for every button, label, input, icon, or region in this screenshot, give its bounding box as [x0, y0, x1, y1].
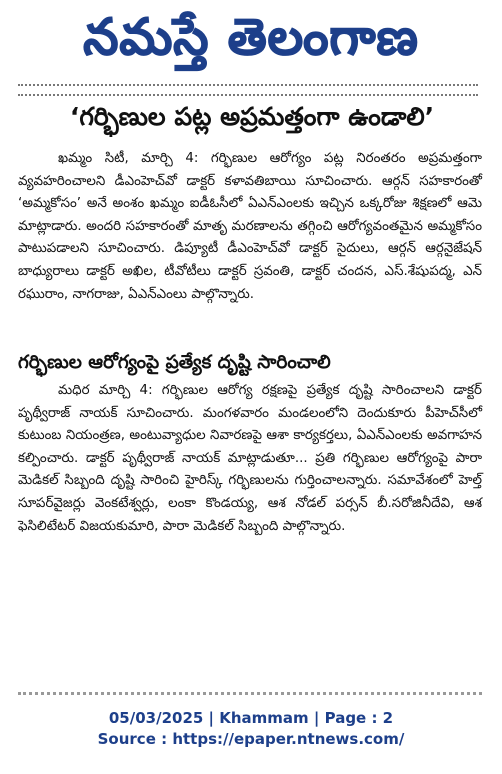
- masthead: [0, 4, 502, 82]
- article-1: [18, 148, 482, 306]
- article-2: [18, 380, 482, 538]
- article-2-headline: గర్భిణుల ఆరోగ్యంపై ప్రత్యేక దృష్టి సారించాలి: [18, 352, 331, 373]
- divider-top: [18, 84, 478, 86]
- page-footer: [0, 708, 502, 750]
- divider-bottom: [18, 94, 478, 96]
- footer-divider: [18, 692, 482, 695]
- article-1-body: ఖమ్మం సిటీ, మార్చి 4: గర్భిణుల ఆరోగ్యం పట్ల నిరంతరం అప్రమత్తంగా వ్యవహరించాలని డీఎంహెచ్‌వో డాక్టర్ కళావతిబాయి సూచించారు. ఆర్గన్ సహకారంతో ‘అమ్మకోసం’ అనే అంశం ఖమ్మం ఐడీఓసీలో ఏఎన్ఎంలకు ఇచ్చిన ఒక్కరోజు శిక్షణలో ఆమె మాట్లాడారు. అందరి సహకారంతో మాతృ మరణాలను తగ్గించి ఆరోగ్యవంతమైన అమ్మకోసం పాటుపడాలని సూచించారు. డిప్యూటీ డీఎంహెచ్‌వో డాక్టర్ సైదులు, ఆర్గన్ ఆర్గనైజేషన్ బాధ్యురాలు డాక్టర్ అఖిల, టీవోటీలు డాక్టర్ స్రవంతి, డాక్టర్ చందన, ఎస్.శేషుపద్మ, ఎన్ రఘురాం, నాగరాజు, ఏఎన్ఎంలు పాల్గొన్నారు.: [18, 151, 482, 302]
- source-link[interactable]: Source : https://epaper.ntnews.com/: [97, 730, 405, 748]
- article-headline: ‘గర్భిణుల పట్ల అప్రమత్తంగా ఉండాలి’: [69, 102, 435, 131]
- edition-info: 05/03/2025 | Khammam | Page : 2: [108, 709, 394, 727]
- article-2-body: మధిర మార్చి 4: గర్భిణుల ఆరోగ్య రక్షణపై ప్రత్యేక దృష్టి సారించాలని డాక్టర్ పృథ్వీరాజ్ నాయక్ సూచించారు. మంగళవారం మండలంలోని దెందుకూరు పీహెచ్‌సీలో కుటుంబ నియంత్రణ, అంటువ్యాధుల నివారణపై ఆశా కార్యకర్తలు, ఏఎన్ఎంలకు అవగాహన కల్పించారు. డాక్టర్ పృథ్వీరాజ్ నాయక్ మాట్లాడుతూ... ప్రతి గర్భిణుల ఆరోగ్యంపై పారా మెడికల్ సిబ్బంది దృష్టి సారించి హైరిస్క్ గర్భిణులను గుర్తించాలన్నారు. సమావేశంలో హెల్త్ సూపర్‌వైజర్లు వెంకటేశ్వర్లు, లంకా కొండయ్య, ఆశ నోడల్ పర్సన్ బీ.సరోజినీదేవి, ఆశ ఫెసిలిటేటర్ విజయకుమారి, పారా మెడికల్ సిబ్బంది పాల్గొన్నారు.: [18, 383, 482, 534]
- newspaper-logo-title: నమస్తే తెలంగాణ: [83, 7, 419, 66]
